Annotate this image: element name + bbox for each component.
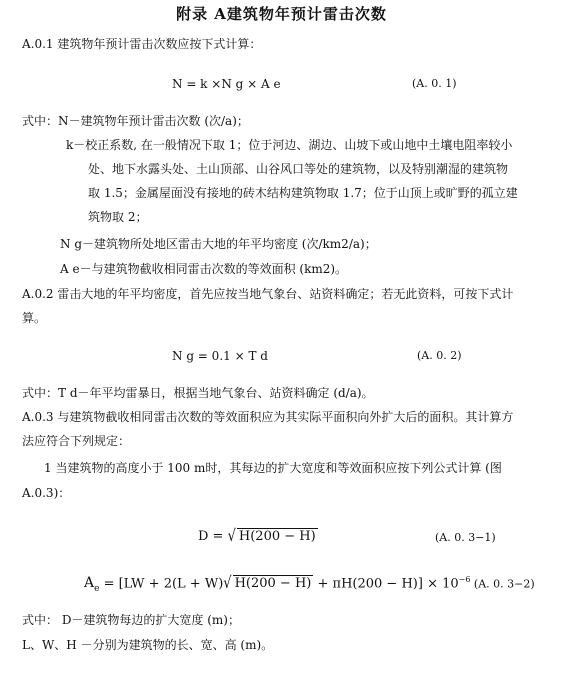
appendix-title: 附录 A建筑物年预计雷击次数 — [176, 5, 387, 23]
def-k-line2: 处、地下水露头处、土山顶部、山谷风口等处的建筑物，以及特别潮湿的建筑物 — [88, 162, 509, 176]
clause-a01: A.0.1 建筑物年预计雷击次数应按下式计算： — [22, 37, 262, 51]
def-n: 式中：N－建筑物年预计雷击次数 (次/a)； — [22, 114, 249, 128]
def-ae: A e－与建筑物截收相同雷击次数的等效面积 (km2)。 — [60, 262, 348, 276]
formula-a02: N g = 0.1 × T d — [172, 349, 268, 363]
sqrt-icon: √ — [223, 574, 232, 594]
def-td: 式中：T d－年平均雷暴日，根据当地气象台、站资料确定 (d/a)。 — [22, 386, 374, 400]
formula-a032-number: (A. 0. 3−2) — [470, 577, 535, 591]
def-k-line1: k－校正系数, 在一般情况下取 1；位于河边、湖边、山坡下或山地中土壤电阻率较小 — [66, 138, 513, 152]
def-lwh: L、W、H －分别为建筑物的长、宽、高 (m)。 — [22, 638, 274, 652]
formula-a032 — [84, 572, 535, 597]
clause-a03-line2: 法应符合下列规定： — [22, 434, 131, 448]
formula-a01-number: (A. 0. 1) — [412, 77, 457, 90]
item1-line2: A.0.3)： — [22, 486, 71, 500]
item1-line1: 1 当建筑物的高度小于 100 m时，其每边的扩大宽度和等效面积应按下列公式计算 (图 — [44, 461, 502, 475]
formula-a032-radicand: H(200 − H) — [234, 576, 312, 592]
clause-a03-line1: A.0.3 与建筑物截收相同雷击次数的等效面积应为其实际平面积向外扩大后的面积。其计算方 — [22, 410, 514, 424]
formula-a032-part1: = [LW + 2(L + W) — [99, 576, 224, 592]
formula-a032-part2: + πH(200 − H)] × 10 — [313, 576, 459, 592]
formula-a031-lhs: D = — [198, 529, 228, 544]
sqrt-icon: √ — [227, 527, 236, 546]
clause-a02-line1: A.0.2 雷击大地的年平均密度，首先应按当地气象台、站资料确定；若无此资料，可按下式计 — [22, 287, 514, 301]
formula-a032-ae: $A_e$ — [84, 575, 100, 595]
clause-a02-line2: 算。 — [22, 311, 47, 325]
def-k-line4: 筑物取 2； — [88, 210, 148, 224]
def-k-line3: 取 1.5；金属屋面没有接地的砖木结构建筑物取 1.7；位于山顶上或旷野的孤立建 — [88, 186, 518, 200]
formula-a031 — [198, 528, 318, 545]
formula-a02-number: (A. 0. 2) — [417, 349, 462, 362]
formula-a032-exponent: −6 — [458, 575, 471, 584]
formula-a01: N = k ×N g × A e — [172, 77, 281, 91]
def-ng: N g－建筑物所处地区雷击大地的年平均密度 (次/km2/a)； — [60, 237, 377, 251]
def-d: 式中： D－建筑物每边的扩大宽度 (m)； — [22, 613, 240, 627]
formula-a031-radicand: H(200 − H) — [238, 529, 316, 544]
formula-a031-number: (A. 0. 3−1) — [435, 531, 496, 544]
